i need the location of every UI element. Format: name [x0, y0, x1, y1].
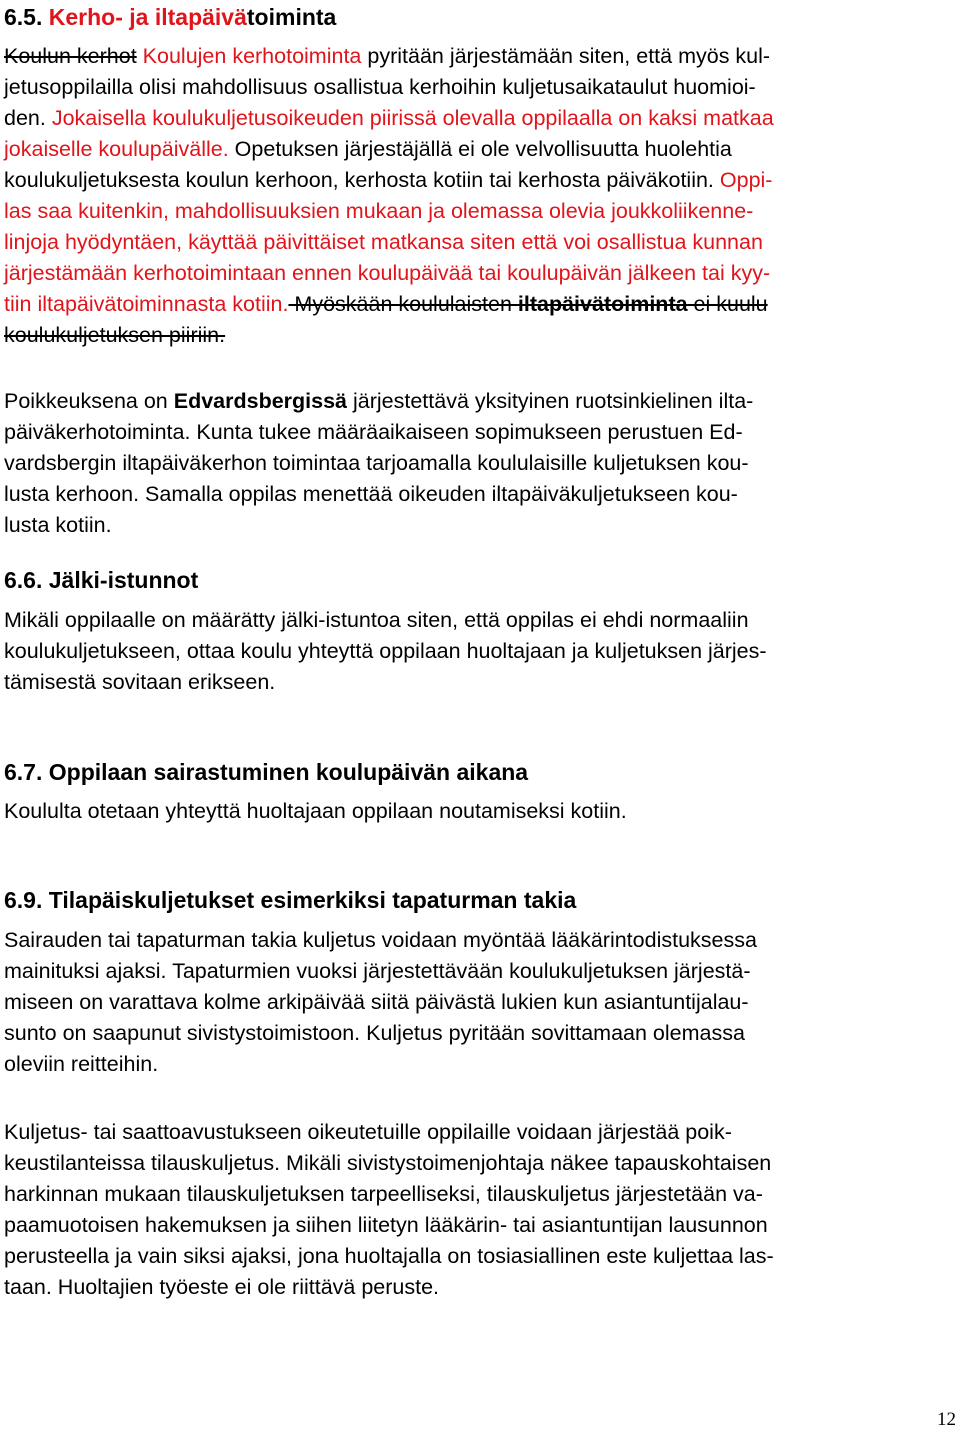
text-line: miseen on varattava kolme arkipäivää siitä päivästä lukien kun asiantuntijalau- [4, 990, 749, 1014]
text-line: keustilanteissa tilauskuljetus. Mikäli sivistystoimenjohtaja näkee tapauskohtaisen [4, 1151, 772, 1175]
text-line: perusteella ja vain siksi ajaksi, jona huoltajalla on tosiasiallinen este kuljettaa las- [4, 1244, 774, 1268]
text-run: Jokaisella koulukuljetusoikeuden piirissä olevalla oppilaalla on kaksi matkaa [51, 106, 774, 130]
text-line [4, 103, 774, 134]
text-line: Sairauden tai tapaturman takia kuljetus voidaan myöntää lääkärintodistuksessa [4, 928, 757, 952]
text-run: lusta kotiin. [4, 513, 112, 537]
text-line: sunto on saapunut sivistystoimistoon. Kuljetus pyritään sovittamaan olemassa [4, 1021, 745, 1045]
text-run: tiin iltapäivätoiminnasta kotiin. [4, 292, 289, 316]
text-line [4, 320, 225, 351]
text-run: Koulujen kerhotoiminta [136, 44, 362, 68]
text-run: iltapäivätoiminta [517, 292, 688, 316]
heading-6-9: 6.9. Tilapäiskuljetukset esimerkiksi tapaturman takia [4, 887, 577, 913]
text-run: Koulun kerhot [4, 44, 137, 68]
text-run: koulukuljetuksesta koulun kerhoon, kerhosta kotiin tai kerhosta päiväkotiin. [4, 168, 720, 192]
text-line [4, 41, 770, 72]
text-line [4, 72, 756, 103]
heading-6-5-number: 6.5. [4, 4, 49, 30]
text-line [4, 479, 738, 510]
text-line [4, 510, 112, 541]
text-run: den. [4, 106, 52, 130]
text-line [4, 386, 753, 417]
text-line [4, 134, 732, 165]
text-line [4, 258, 770, 289]
text-line [4, 417, 743, 448]
text-run: koulukuljetuksen piiriin. [4, 323, 226, 347]
text-run: jokaiselle koulupäivälle. [4, 137, 229, 161]
text-line [4, 196, 753, 227]
text-line: tämisestä sovitaan erikseen. [4, 670, 276, 694]
text-run: Poikkeuksena on [4, 389, 174, 413]
heading-6-5 [4, 2, 336, 33]
text-line: Kuljetus- tai saattoavustukseen oikeutetuille oppilaille voidaan järjestää poik- [4, 1120, 732, 1144]
text-line: paamuotoisen hakemuksen ja siihen liitetyn lääkärin- tai asiantuntijan lausunnon [4, 1213, 768, 1237]
text-run: las saa kuitenkin, mahdollisuuksien mukaan ja olemassa olevia joukkoliikenne- [4, 199, 754, 223]
text-run: Oppi- [719, 168, 773, 192]
text-line: oleviin reitteihin. [4, 1052, 159, 1076]
text-run: Opetuksen järjestäjällä ei ole velvollisuutta huolehtia [228, 137, 732, 161]
text-run: jetusoppilailla olisi mahdollisuus osallistua kerhoihin kuljetusaikataulut huomioi- [4, 75, 756, 99]
text-run: järjestettävä yksityinen ruotsinkielinen ilta- [347, 389, 754, 413]
text-run: lusta kerhoon. Samalla oppilas menettää oikeuden iltapäiväkuljetukseen kou- [4, 482, 738, 506]
text-line: Mikäli oppilaalle on määrätty jälki-istuntoa siten, että oppilas ei ehdi normaaliin [4, 608, 749, 632]
heading-6-5-inserted-text: Kerho- ja iltapäivä [48, 4, 247, 30]
text-run: vardsbergin iltapäiväkerhon toimintaa tarjoamalla koululaisille kuljetuksen kou- [4, 451, 749, 475]
text-line: harkinnan mukaan tilauskuljetuksen tarpeelliseksi, tilauskuljetus järjestetään va- [4, 1182, 763, 1206]
text-line [4, 448, 749, 479]
text-line: mainituksi ajaksi. Tapaturmien vuoksi järjestettävään koulukuljetuksen järjestä- [4, 959, 751, 983]
page-number: 12 [937, 1409, 956, 1430]
text-line: Koululta otetaan yhteyttä huoltajaan oppilaan noutamiseksi kotiin. [4, 799, 627, 823]
text-line [4, 227, 763, 258]
text-line [4, 165, 772, 196]
text-line [4, 289, 768, 320]
text-run: Edvardsbergissä [173, 389, 348, 413]
text-run: päiväkerhotoiminta. Kunta tukee määräaikaiseen sopimukseen perustuen Ed- [4, 420, 743, 444]
heading-6-6: 6.6. Jälki-istunnot [4, 567, 199, 593]
text-run: pyritään järjestämään siten, että myös kul- [361, 44, 771, 68]
text-run: ei kuulu [687, 292, 768, 316]
heading-6-7: 6.7. Oppilaan sairastuminen koulupäivän aikana [4, 759, 529, 785]
text-line: koulukuljetukseen, ottaa koulu yhteyttä oppilaan huoltajaan ja kuljetuksen järjes- [4, 639, 767, 663]
text-run: linjoja hyödyntäen, käyttää päivittäiset matkansa siten että voi osallistua kunnan [4, 230, 763, 254]
text-line: taan. Huoltajien työeste ei ole riittävä peruste. [4, 1275, 440, 1299]
text-run: Myöskään koululaisten [288, 292, 518, 316]
heading-6-5-rest: toiminta [246, 4, 337, 30]
text-run: järjestämään kerhotoimintaan ennen koulupäivää tai koulupäivän jälkeen tai kyy- [4, 261, 771, 285]
